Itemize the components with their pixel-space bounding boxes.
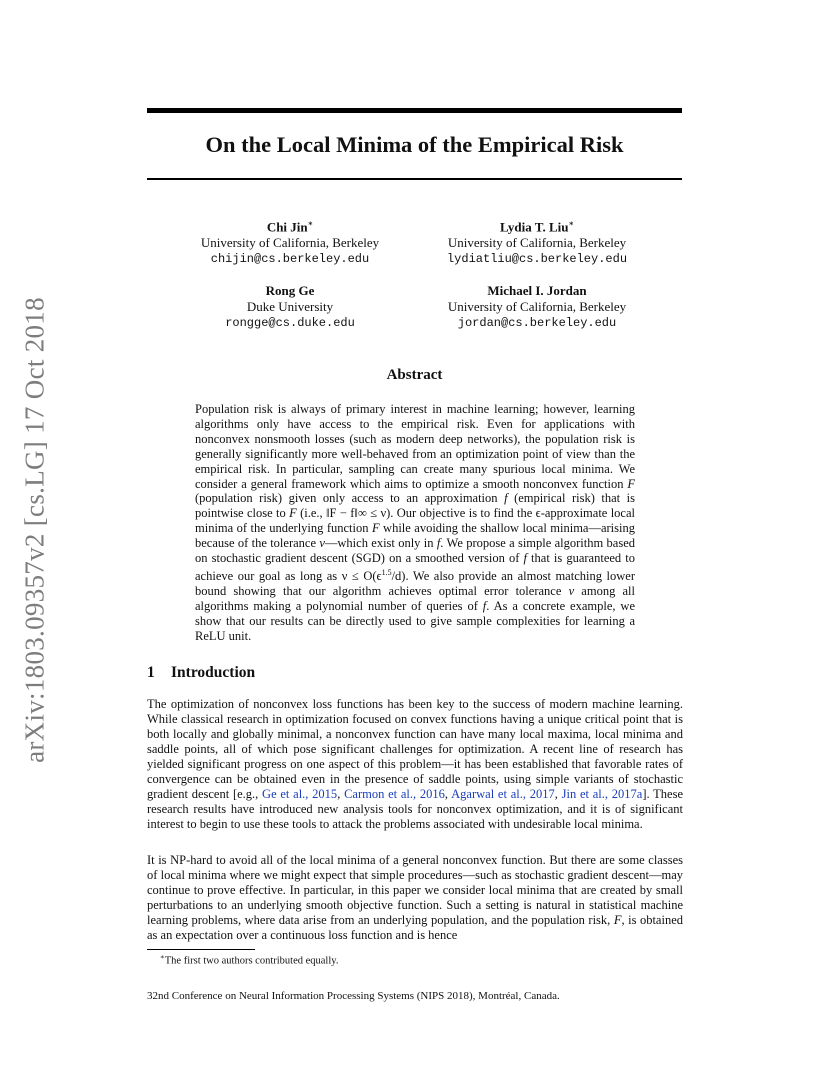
paper-title: On the Local Minima of the Empirical Risk [205,132,624,157]
author-email[interactable]: chijin@cs.berkeley.edu [210,252,370,267]
author-block [160,216,420,267]
citation-link[interactable]: Carmon et al., 2016 [344,787,445,801]
section-heading-introduction [147,664,255,682]
citation-link[interactable]: Jin et al., 2017a [561,787,643,801]
author-affiliation: University of California, Berkeley [200,235,380,251]
author-name: Rong Ge [265,283,315,298]
author-affiliation: Duke University [246,299,334,314]
author-email[interactable]: jordan@cs.berkeley.edu [457,316,617,330]
title-bottom-rule [147,178,682,180]
intro-paragraph: It is NP-hard to avoid all of the local minima of a general nonconvex function. But there are some classes of local minima where we might expect that simple procedures—such as stochastic gradient descent—may continue to prove effective. In particular, in this paper we consider local minima that are created by small perturbations to an underlying smooth objective function. Such a setting is natural in statistical machine learning problems, where data arise from an underlying population, and the population risk, F, is obtained as an expectation over a continuous loss function and is hence [147,853,683,942]
author-name: Lydia T. Liu∗ [499,219,575,235]
author-name: Chi Jin∗ [266,219,314,235]
conference-note: 32nd Conference on Neural Information Processing Systems (NIPS 2018), Montréal, Canada. [147,990,560,1002]
author-block [160,283,420,331]
author-email[interactable]: lydiatliu@cs.berkeley.edu [446,252,628,267]
author-affiliation: University of California, Berkeley [447,299,627,314]
arxiv-identifier: arXiv:1803.09357v2 [cs.LG] 17 Oct 2018 [19,297,50,763]
intro-paragraph: The optimization of nonconvex loss functions has been key to the success of modern machine learning. While classical research in optimization focused on convex functions having a unique critical point that is both locally and globally minimal, a nonconvex function can have many local maxima, local minima and saddle points, all of which pose significant challenges for optimization. A recent line of research has yielded significant progress on one aspect of this problem—it has been established that favorable rates of convergence can be obtained even in the presence of saddle points, using simple variants of stochastic gradient descent [e.g., Ge et al., 2015, Carmon et al., 2016, Agarwal et al., 2017, Jin et al., 2017a]. These research results have introduced new analysis tools for nonconvex optimization, and it is of significant interest to begin to use these tools to attack the problems associated with undesirable local minima. [147,697,683,831]
arxiv-sidebar [20,290,50,770]
author-block [407,283,667,331]
citation-link[interactable]: Ge et al., 2015 [262,787,338,801]
abstract-heading: Abstract [386,367,443,383]
section-title: Introduction [171,664,256,681]
author-affiliation: University of California, Berkeley [447,235,627,251]
footnote: ∗The first two authors contributed equally. [160,953,339,967]
title-top-rule [147,108,682,113]
abstract-body: Population risk is always of primary interest in machine learning; however, learning algorithms only have access to the empirical risk. Even for applications with nonconvex nonsmooth losses (such as modern deep networks), the population risk is generally significantly more well-behaved from an optimization point of view than the empirical risk. In particular, sampling can create many spurious local minima. We consider a general framework which aims to optimize a smooth nonconvex function F (population risk) given only access to an approximation f (empirical risk) that is pointwise close to F (i.e., ‖F − f‖∞ ≤ ν). Our objective is to find the ϵ-approximate local minima of the underlying function F while avoiding the shallow local minima—arising because of the tolerance ν—which exist only in f. We propose a simple algorithm based on stochastic gradient descent (SGD) on a smoothed version of f that is guaranteed to achieve our goal as long as $\nu \le O(\epsilon^{1.5}/d)$. We also provide an almost matching lower bound showing that our algorithm achieves optimal error tolerance ν among all algorithms making a polynomial number of queries of f. As a concrete example, we show that our results can be directly used to give sample complexities for learning a ReLU unit. [195,402,636,643]
citation-link[interactable]: Agarwal et al., 2017 [451,787,555,801]
author-block [407,216,667,267]
footnote-rule [147,949,255,950]
author-name: Michael I. Jordan [487,283,587,298]
author-email[interactable]: rongge@cs.duke.edu [225,316,355,330]
section-number: 1 [147,664,155,681]
